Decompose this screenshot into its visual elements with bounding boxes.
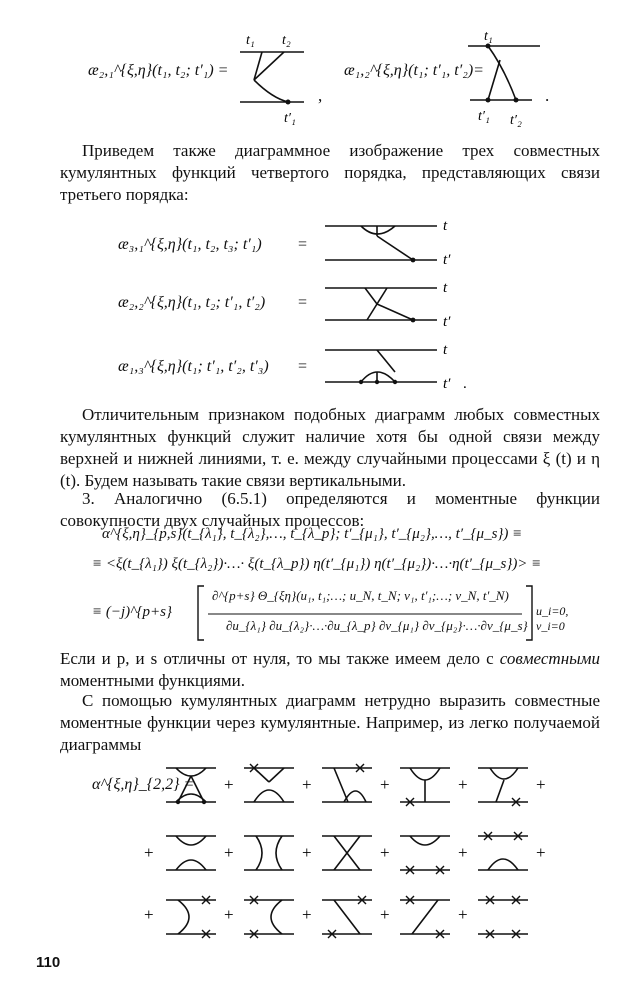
- alpha-2-2-label: α^{ξ,η}_{2,2} =: [92, 776, 195, 793]
- svg-text:t: t: [443, 280, 448, 296]
- diagram-kappa-1-3: [325, 338, 475, 398]
- plus-sign: +: [380, 843, 390, 862]
- diagram-r3-1: [166, 896, 216, 938]
- plus-sign: +: [380, 905, 390, 924]
- t1p-label: t′₁: [284, 111, 296, 126]
- plus-sign: +: [536, 775, 546, 794]
- plus-sign: +: [224, 775, 234, 794]
- diagram-r1-4: [400, 768, 450, 806]
- diagram-kappa-3-1: [325, 212, 465, 272]
- svg-text:t′: t′: [443, 376, 451, 392]
- kappa-1-2-label: æ₁,₂^{ξ,η}(t₁; t′₁, t′₂)=: [344, 62, 484, 79]
- plus-sign: +: [144, 905, 154, 924]
- diagram-r3-5: [478, 896, 528, 938]
- plus-sign: +: [536, 843, 546, 862]
- alpha-def-line2: ≡ <ξ(t_{λ₁}) ξ(t_{λ₂})·…· ξ(t_{λ_p}) η(t′_{μ₁}) η(t′_{μ₂})·…·η(t′_{μ_s})> ≡: [92, 556, 542, 572]
- diagram-r2-3: [322, 836, 372, 870]
- moment-diagram-grid: [140, 754, 560, 954]
- plus-sign: +: [224, 905, 234, 924]
- svg-text:t′₁: t′₁: [478, 109, 490, 124]
- kappa-1-3-label: æ₁,₃^{ξ,η}(t₁; t′₁, t′₂, t′₃): [118, 358, 269, 375]
- alpha-def-line3: ≡ (−j)^{p+s}: [92, 604, 172, 620]
- svg-text:t′: t′: [443, 252, 451, 268]
- plus-sign: +: [458, 905, 468, 924]
- diagram-r1-1: [166, 768, 216, 804]
- kappa-3-1-label: æ₃,₁^{ξ,η}(t₁, t₂, t₃; t′₁): [118, 236, 262, 253]
- diagram-r2-5: [478, 832, 528, 870]
- diagram-r1-3: [322, 764, 372, 802]
- alpha-numerator: ∂^{p+s} Θ_{ξη}(u₁, t₁;…; u_N, t_N; v₁, t′₁;…; v_N, t′_N): [212, 588, 509, 603]
- t1-label: t₁: [246, 33, 255, 48]
- paragraph-1: Приведем также диаграммное изображение трех совместных кумулянтных функций четвертого порядка, представляющих связи третьего порядка:: [60, 141, 600, 204]
- svg-text:t′₂: t′₂: [510, 113, 522, 128]
- kappa-2-1-label: æ₂,₁^{ξ,η}(t₁, t₂; t′₁) =: [88, 62, 229, 79]
- diagram-r3-2: [244, 896, 294, 938]
- svg-text:t: t: [443, 218, 448, 234]
- plus-sign: +: [458, 843, 468, 862]
- period: .: [545, 86, 550, 105]
- plus-sign: +: [302, 843, 312, 862]
- diagram-r1-5: [478, 768, 528, 806]
- diagram-r3-4: [400, 896, 450, 938]
- equals-sign: =: [298, 236, 308, 253]
- alpha-condition: u_i=0, v_i=0: [536, 604, 569, 633]
- paragraph-4: Если и p, и s отличны от нуля, то мы также имеем дело с совместными моментными функциями.: [60, 649, 600, 690]
- paragraph-5: С помощью кумулянтных диаграмм нетрудно выразить совместные моментные функции через кумулянтные. Например, из легко получаемой диаграммы: [60, 691, 600, 754]
- diagram-r2-1: [166, 836, 216, 870]
- diagram-r2-4: [400, 836, 450, 874]
- svg-text:.: .: [463, 376, 467, 392]
- paragraph-3: 3. Аналогично (6.5.1) определяются и моментные функции совокупности двух случайных процессов:: [60, 489, 600, 530]
- comma: ,: [318, 86, 323, 105]
- paragraph-2: Отличительным признаком подобных диаграмм любых совместных кумулянтных функций служит наличие хотя бы одной связи между верхней и нижней линиями, т. е. между случайными процессами ξ (t) и η (t). Будем называть такие связи вертикальными.: [60, 405, 600, 490]
- plus-sign: +: [144, 843, 154, 862]
- plus-sign: +: [302, 905, 312, 924]
- diagram-kappa-1-2: [460, 28, 550, 128]
- plus-sign: +: [302, 775, 312, 794]
- equals-sign: =: [298, 294, 308, 311]
- alpha-def-line1: α^{ξ,η}_{p,s}(t_{λ₁}, t_{λ₂},…, t_{λ_p}; t′_{μ₁}, t′_{μ₂},…, t′_{μ_s}) ≡: [102, 526, 523, 542]
- page-number: 110: [36, 954, 61, 971]
- t2-label: t₂: [282, 33, 291, 48]
- diagram-r1-2: [244, 764, 294, 802]
- kappa-2-2-label: æ₂,₂^{ξ,η}(t₁, t₂; t′₁, t′₂): [118, 294, 266, 311]
- svg-text:t: t: [443, 342, 448, 358]
- equals-sign: =: [298, 358, 308, 375]
- diagram-r2-2: [244, 836, 294, 870]
- plus-sign: +: [224, 843, 234, 862]
- diagram-kappa-2-2: [325, 276, 465, 336]
- svg-text:t₁: t₁: [484, 29, 493, 44]
- diagram-r3-3: [322, 896, 372, 938]
- diagram-kappa-2-1: [232, 30, 322, 130]
- plus-sign: +: [458, 775, 468, 794]
- plus-sign: +: [380, 775, 390, 794]
- svg-text:t′: t′: [443, 314, 451, 330]
- alpha-denominator: ∂u_{λ₁} ∂u_{λ₂}·…·∂u_{λ_p} ∂v_{μ₁} ∂v_{μ₂}·…·∂v_{μ_s}: [226, 618, 528, 633]
